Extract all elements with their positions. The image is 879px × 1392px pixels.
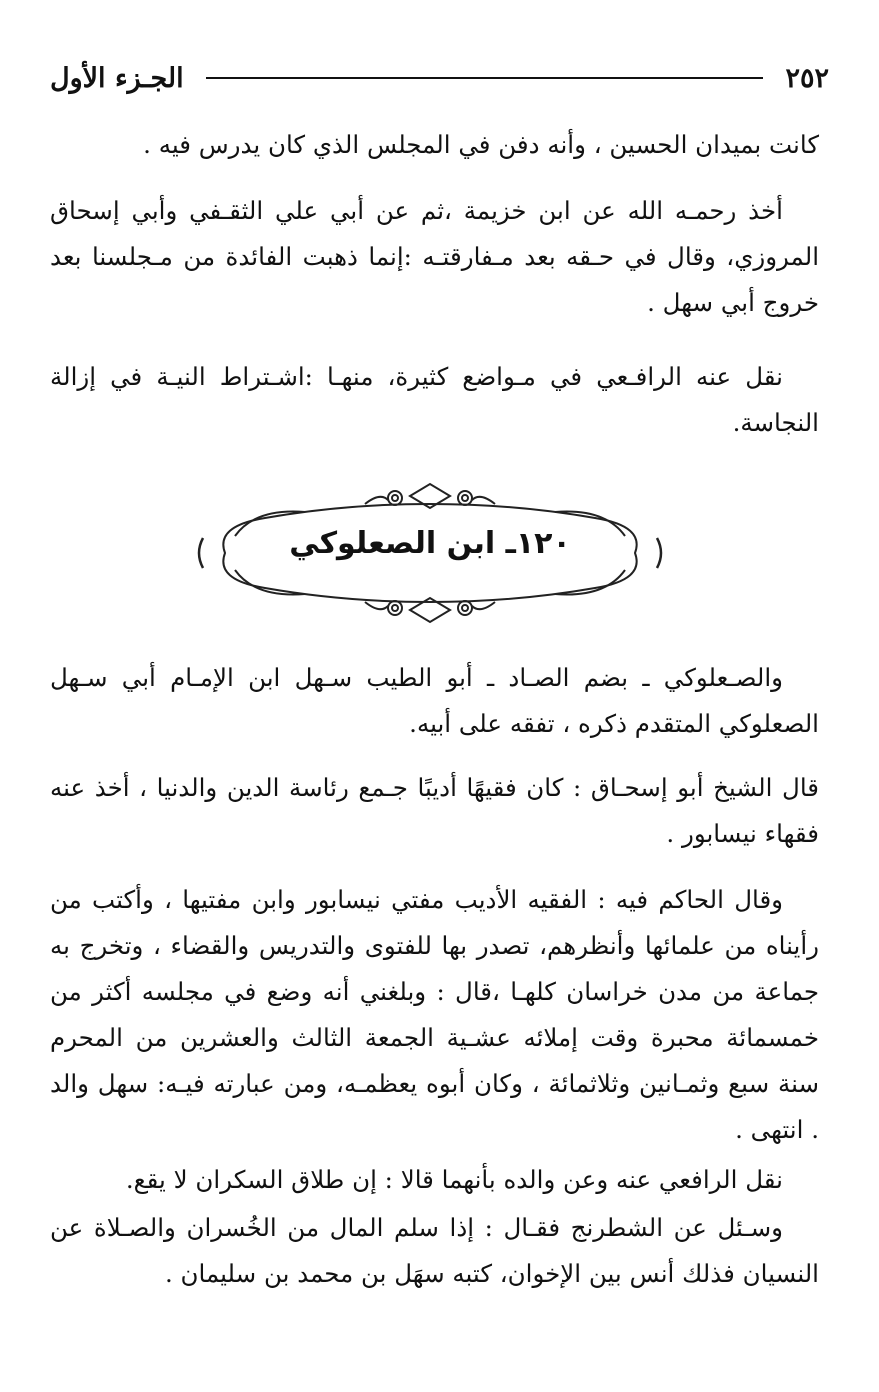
volume-title: الجـزء الأول xyxy=(50,62,184,94)
paragraph-7: نقل الرافعي عنه وعن والده بأنهما قالا : إن طلاق السكران لا يقع. xyxy=(125,1165,783,1194)
paragraph-8: وسـئل عن الشطرنج فقـال : إذا سلم المال من الخُسران والصـلاة عن النسيان فذلك أنس بين الإخوان، كتبه سهَل بن محمد بن سليمان . xyxy=(50,1213,819,1288)
paragraph-4: والصـعلوكي ـ بضم الصـاد ـ أبو الطيب سـهل ابن الإمـام أبي سـهل الصعلوكي المتقدم ذكره ، تفقه على أبيه. xyxy=(50,663,819,738)
page-number: ٢٥٢ xyxy=(785,62,829,94)
paragraph-3: نقل عنه الرافـعي في مـواضع كثيرة، منهـا :اشـتراط النيـة في إزالة النجاسة. xyxy=(50,362,819,437)
paragraph-6: وقال الحاكم فيه : الفقيه الأديب مفتي نيسابور وابن مفتيها ، وأكتب من رأيناه من علمائها وأنظرهم، تصدر بها للفتوى والتدريس والقضاء ، وتخرج به جماعة من مدن خراسان كلهـا ،قال : وبلغني أنه وضع في مجلسه أكثر من خمسمائة محبرة وقت إملائه عشـية الجمعة الثالث والعشرين من المحرم سنة سبع وثمـانين وثلاثمائة ، وكان أبوه يعظمـه، ومن عبارته فيـه: سهل والد . انتهى . xyxy=(50,885,819,1144)
header-rule xyxy=(206,77,764,79)
paragraph-5: قال الشيخ أبو إسحـاق : كان فقيهًا أديبًا جـمع رئاسة الدين والدنيا ، أخذ عنه فقهاء نيسابور . xyxy=(50,773,819,848)
section-title-frame xyxy=(195,478,665,628)
running-header xyxy=(50,58,829,98)
paragraph-1: كانت بميدان الحسين ، وأنه دفن في المجلس الذي كان يدرس فيه . xyxy=(143,130,819,159)
section-title: ١٢٠ـ ابن الصعلوكي xyxy=(289,526,571,561)
paragraph-2: أخذ رحمـه الله عن ابن خزيمة ،ثم عن أبي علي الثقـفي وأبي إسحاق المروزي، وقال في حـقه بعد مـفارقتـه :إنما ذهبت الفائدة من مـجلسنا بعد خروج أبي سهل . xyxy=(50,196,819,317)
